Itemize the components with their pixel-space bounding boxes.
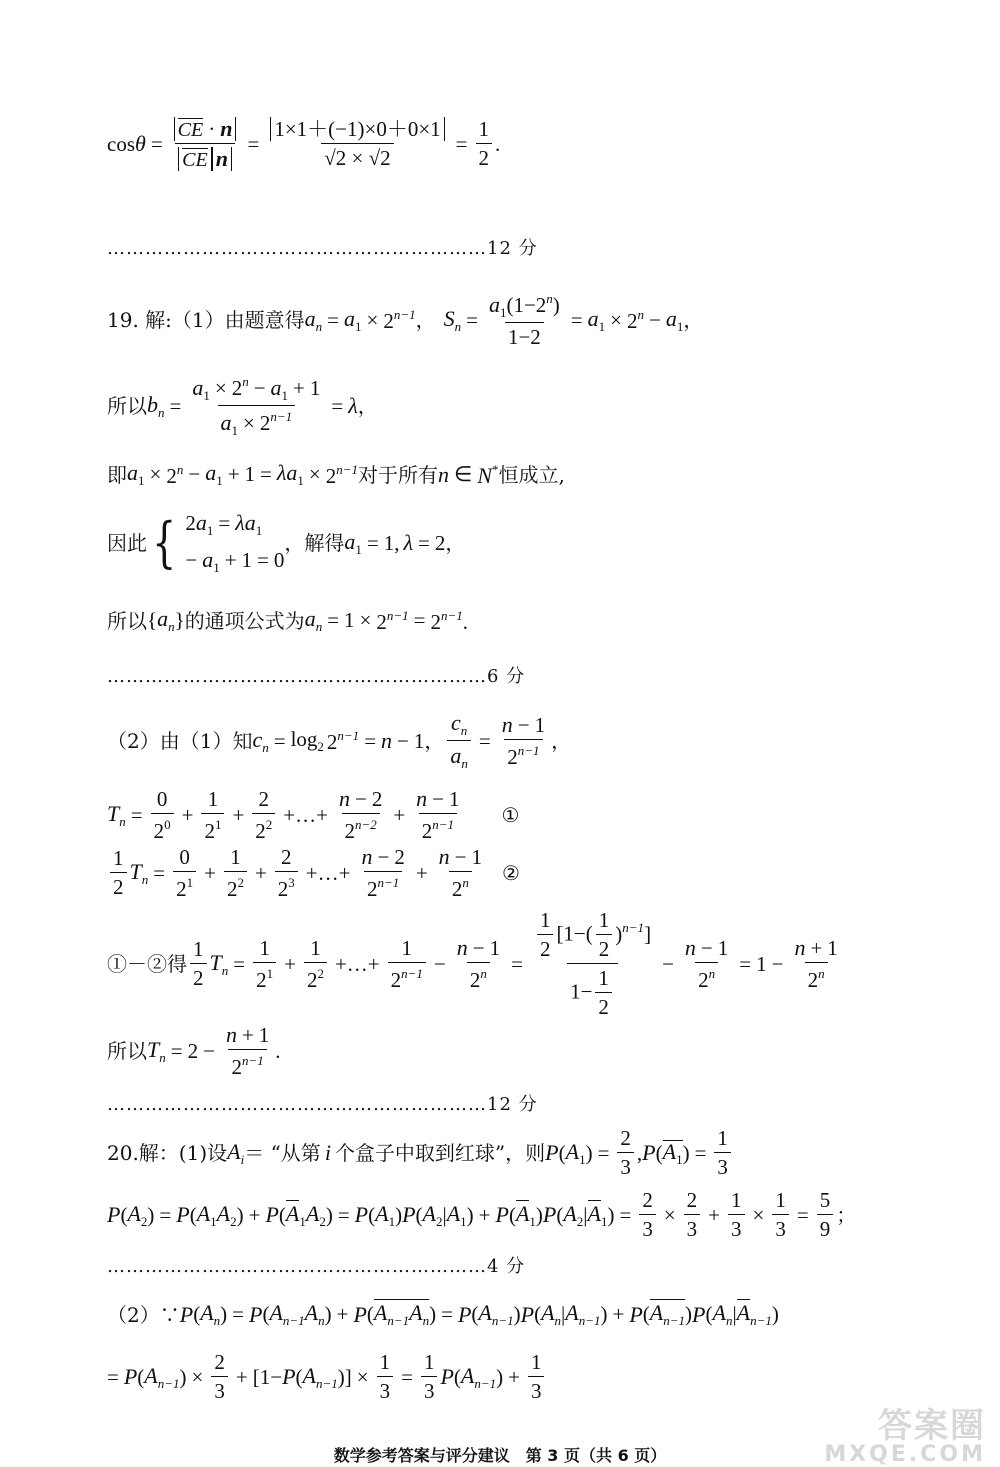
tn-equation-1: $T_n$ = $\frac{0}{2^0}$ + $\frac{1}{2^1}$ + $\frac{2}{2^2}$ +…+ $\frac{n - 2}{2^{n-2}}$ + $\frac{n - 1}{2^{n-1}}$ ① [107, 786, 520, 843]
q19-line5: 所以 { $a_n$ } 的通项公式为 $a_n$ = 1 × $2^{n-1}$ = $2^{n-1}$. [107, 606, 469, 634]
watermark-logo [796, 1408, 986, 1466]
tn-equation-2: $\frac{1}{2}$ $T_n$ = $\frac{0}{2^1}$ + $\frac{1}{2^2}$ + $\frac{2}{2^3}$ +…+ $\frac{n - 2}{2^{n-1}}$ + $\frac{n - 1}{2^n}$ ② [107, 846, 520, 900]
tn-result: 所以 $T_n$ = 2 − $\frac{n + 1}{2^{n-1}}$ . [107, 1022, 281, 1079]
score-marker: ……………………………………………………12 分 [107, 1094, 538, 1115]
q19-part2-line1: （2）由（1）知 $c_n$ = $\log_2$ $2^{n-1}$ = n − 1 ， $\frac{c_n}{a_n}$ = $\frac{n - 1}{2^{n-1}}$ ， [107, 710, 572, 771]
q19-line2: 所以 $b_n$ = $\frac{a_1 \times 2^n - a_1 + 1}{a_1 \times 2^{n-1}}$ = λ ， [107, 374, 378, 438]
score-marker: ……………………………………………………12 分 [107, 238, 538, 259]
score-marker: ……………………………………………………6 分 [107, 666, 526, 687]
watermark-top: 答案圈 [878, 1406, 986, 1446]
q19-line4: 因此 { $2a_1 = \lambda a_1$ − $a_1 + 1 = 0$ ，解得 $a_1$ = 1, λ = 2 ， [107, 510, 466, 575]
q20-part2-line2: = P ( $A_{n-1}$ ) × $\frac{2}{3}$ + [1− P ( $A_{n-1}$ )] × $\frac{1}{3}$ = $\frac{1}{3}$ P ( $A_{n-1}$ ) + $\frac{1}{3}$ [107, 1352, 547, 1402]
q19-line1: 19. 解:（1）由题意得 $a_n$ = $a_1$ × $2^{n-1}$ ， $S_n$ = $\frac{a_1(1-2^n)}{1-2}$ = $a_1$ × 2$^n$ − $a_1$ ， [107, 291, 704, 349]
cos-theta-formula: cos θ = $\frac{CE \cdot n}{\text{CE n}}$ = $\frac{1\times 1+(-1)\times 0+0\times 1}{√2 \times √2}$ = $\frac{1}{2}$ . [107, 116, 501, 171]
watermark-bottom: MXQE.COM [824, 1442, 986, 1467]
tn-subtraction: ①－②得 $\frac{1}{2}$ $T_n$ = $\frac{1}{2^1}$ + $\frac{1}{2^2}$ +…+ $\frac{1}{2^{n-1}}$ − $\frac{n - 1}{2^n}$ = $\frac{1}{2}$ [1−( $\frac{1}{2}$ )$^{n-1}$] 1− $\frac{1}{2}$ − $\frac{n - 1}{2^n}$ = 1 − $\frac{n + 1}{2^n}$ [107, 908, 838, 1019]
score-marker: ……………………………………………………4 分 [107, 1256, 526, 1277]
q19-line3: 即 $a_1$ × 2$^n$ − $a_1$ + 1 = $\lambda a_1$ × $2^{n-1}$ 对于所有 n ∈ N* 恒成立, [107, 460, 565, 488]
q20-line1: 20.解：(1)设 $A_i$ ＝ “从第 i 个盒子中取到红球”，则 P ( $A_1$ ) = $\frac{2}{3}$ , P ( $A_1$ ) = $\frac{1}{3}$ [107, 1128, 734, 1178]
q20-part2-line1: （2）∵ P ( $A_n$ ) = P ( $A_{n-1}A_n$ ) + P ( $A_{n-1}A_n$ ) = P ( $A_{n-1}$ ) P ( $A_n$ | $A_{n-1}$ ) + P ( $A_{n-1}$ ) P ( $A_n$ | $A_{n-1}$ ) [107, 1300, 779, 1328]
page-footer: 数学参考答案与评分建议 第 3 页（共 6 页） [333, 1446, 667, 1465]
q20-line2: P ( $A_2$ ) = P ( $A_1A_2$ ) + P ( $A_1A_2$ ) = P ( $A_1$ ) P ( $A_2$ | $A_1$ ) + P ( $A_1$ ) P ( $A_2$ | $A_1$ ) = $\frac{2}{3}$ × $\frac{2}{3}$ + $\frac{1}{3}$ × $\frac{1}{3}$ = $\frac{5}{9}$ ； [107, 1188, 857, 1241]
